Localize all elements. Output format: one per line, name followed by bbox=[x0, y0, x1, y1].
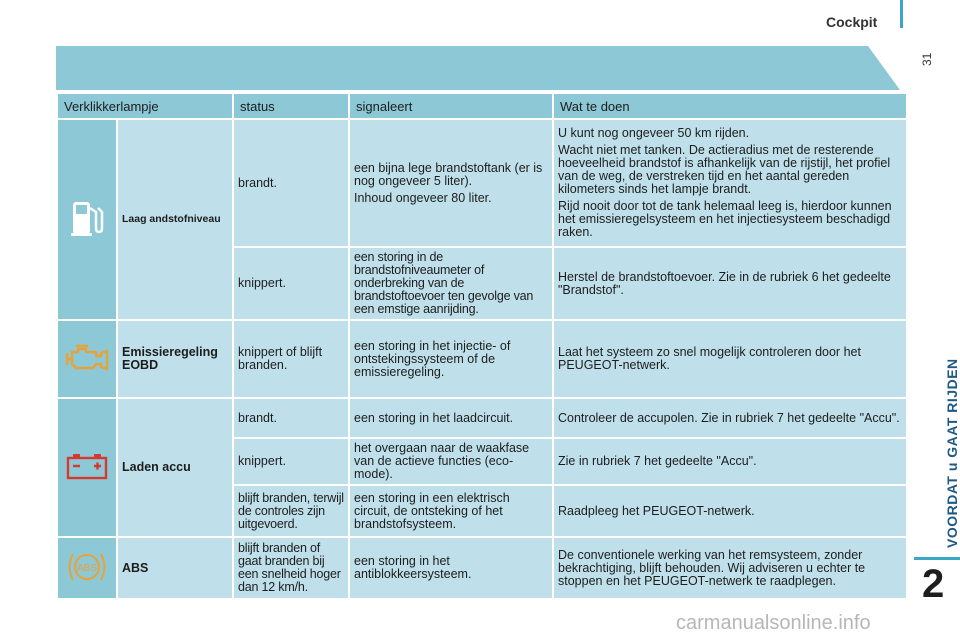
watermark: carmanualsonline.info bbox=[676, 612, 871, 634]
fuel-action-blink: Herstel de brandstoftoevoer. Zie in de rubriek 6 het gedeelte "Brandstof". bbox=[554, 248, 906, 319]
header-rule bbox=[900, 0, 903, 28]
fuel-signal-on bbox=[350, 120, 552, 246]
fuel-signal-on-1: een bijna lege brandstoftank (er is nog ongeveer 5 liter). bbox=[354, 160, 543, 188]
section-title: Cockpit bbox=[826, 14, 878, 30]
fuel-signal-on-2: Inhoud ongeveer 80 liter. bbox=[354, 190, 492, 205]
fuel-action-on bbox=[554, 120, 906, 246]
header-cell: Wat te doen bbox=[554, 94, 906, 118]
warning-lights-table bbox=[56, 92, 908, 600]
battery-signal-3: een storing in een elektrisch circuit, de ontsteking of het brandstofsysteem. bbox=[350, 486, 552, 536]
page-number: 31 bbox=[920, 52, 934, 66]
eobd-action: Laat het systeem zo snel mogelijk controleren door het PEUGEOT-netwerk. bbox=[554, 321, 906, 397]
table-row bbox=[58, 399, 906, 437]
header-cell: status bbox=[234, 94, 348, 118]
chapter-title: VOORDAT u GAAT RIJDEN bbox=[944, 358, 960, 548]
abs-warning-name: ABS bbox=[118, 538, 232, 598]
battery-signal-1: een storing in het laadcircuit. bbox=[350, 399, 552, 437]
battery-status-2: knippert. bbox=[234, 439, 348, 484]
chapter-number: 2 bbox=[922, 562, 945, 606]
table-row bbox=[58, 538, 906, 598]
eobd-warning-name: Emissieregeling EOBD bbox=[118, 321, 232, 397]
fuel-action-on-2: Wacht niet met tanken. De actieradius met de resterende hoeveelheid brandstof is afhankelijk van de rijstijl, het profiel van de weg, de verstreken tijd en het aantal gereden kilometers sinds het lampje brandt. bbox=[558, 143, 891, 196]
fuel-action-on-1: U kunt nog ongeveer 50 km rijden. bbox=[558, 126, 750, 140]
table-header-row bbox=[58, 94, 906, 118]
abs-icon bbox=[58, 538, 116, 598]
engine-icon bbox=[58, 321, 116, 397]
header-cell: signaleert bbox=[350, 94, 552, 118]
fuel-action-on-3: Rijd nooit door tot de tank helemaal leeg is, hierdoor kunnen het emissieregelsysteem en het injectiesysteem beschadigd raken. bbox=[558, 199, 892, 239]
fuel-warning-name: Laag andstofniveau bbox=[118, 120, 232, 319]
chapter-rule bbox=[914, 557, 960, 560]
fuel-signal-blink: een storing in de brandstofniveaumeter of onderbreking van de brandstoftoevoer ten gevolge van een emstige aanrijding. bbox=[350, 248, 552, 319]
fuel-status-blink: knippert. bbox=[234, 248, 348, 319]
eobd-status: knippert of blijft branden. bbox=[234, 321, 348, 397]
fuel-status-on: brandt. bbox=[234, 120, 348, 246]
abs-icon-text: ABS bbox=[76, 562, 98, 574]
battery-status-1: brandt. bbox=[234, 399, 348, 437]
table-row bbox=[58, 120, 906, 246]
battery-status-3: blijft branden, terwijl de controles zijn uitgevoerd. bbox=[234, 486, 348, 536]
abs-signal: een storing in het antiblokkeersysteem. bbox=[350, 538, 552, 598]
battery-action-3: Raadpleeg het PEUGEOT-netwerk. bbox=[554, 486, 906, 536]
abs-action: De conventionele werking van het remsysteem, zonder bekrachtiging, blijft behouden. Wij adviseren u echter te stoppen en het PEUGEOT-netwerk te raadplegen. bbox=[554, 538, 906, 598]
abs-status: blijft branden of gaat branden bij een snelheid hoger dan 12 km/h. bbox=[234, 538, 348, 598]
battery-icon bbox=[58, 399, 116, 536]
header-cell: Verklikkerlampje bbox=[58, 94, 232, 118]
battery-action-1: Controleer de accupolen. Zie in rubriek 7 het gedeelte "Accu". bbox=[554, 399, 906, 437]
fuel-pump-icon bbox=[58, 120, 116, 319]
battery-signal-2: het overgaan naar de waakfase van de actieve functies (eco-mode). bbox=[350, 439, 552, 484]
battery-action-2: Zie in rubriek 7 het gedeelte "Accu". bbox=[554, 439, 906, 484]
table-row bbox=[58, 321, 906, 397]
eobd-signal: een storing in het injectie- of ontstekingssysteem of de emissieregeling. bbox=[350, 321, 552, 397]
battery-warning-name: Laden accu bbox=[118, 399, 232, 536]
table-banner bbox=[56, 46, 900, 90]
